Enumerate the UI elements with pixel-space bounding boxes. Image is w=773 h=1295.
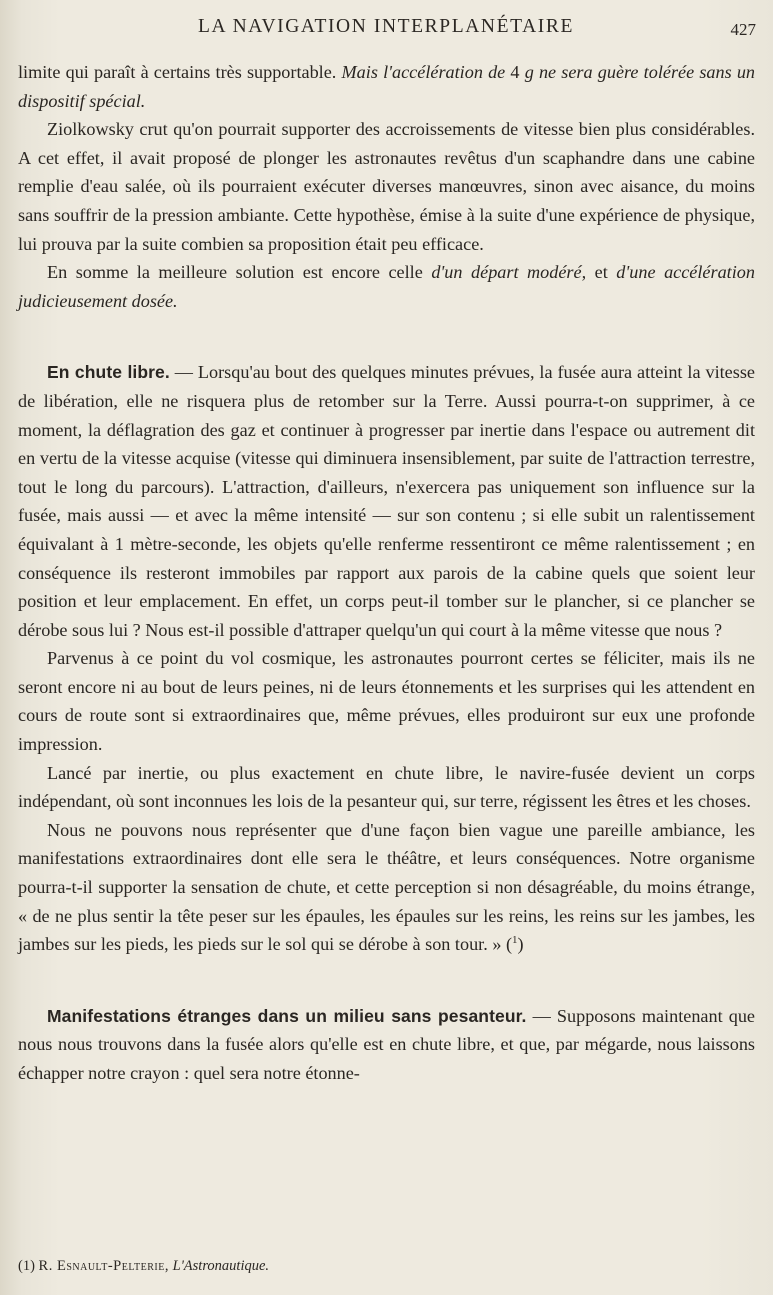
paragraph-p7: [18, 1002, 755, 1088]
text-run: — Supposons maintenant que nous nous trouvons dans la fusée alors qu'elle est en chute libre, et que, par mégarde, nous laissons échapper notre crayon : quel sera notre étonne-: [18, 1005, 755, 1083]
paragraph-p5: [18, 759, 755, 816]
paragraph-p2: [18, 258, 755, 315]
text-run: limite qui paraît à certains très supportable.: [18, 62, 342, 82]
paragraph-p6: [18, 816, 755, 959]
paragraph-p4: [18, 644, 755, 758]
footnote-marker: (1): [18, 1258, 35, 1274]
paragraph-p3: [18, 358, 755, 644]
text-run: g: [524, 62, 534, 82]
section-gap: [18, 315, 755, 358]
paragraph-p1: [18, 115, 755, 258]
text-run: Mais l'accélération de: [341, 62, 511, 82]
section-heading: Manifestations étranges dans un milieu sans pesanteur.: [47, 1005, 527, 1026]
text-run: Nous ne pouvons nous représenter que d'une façon bien vague une pareille ambiance, les manifestations extraordinaires dont elle sera le théâtre, et leurs conséquences. Notre organisme pourra-t-il supporter la sensation de chute, et cette perception si non désagréable, du moins étrange, « de ne plus sentir la tête peser sur les épaules, les épaules sur les reins, les reins sur les jambes, les jambes sur les pieds, les pieds sur le sol qui se dérobe à son tour. » (: [18, 819, 755, 955]
text-run: — Lorsqu'au bout des quelques minutes prévues, la fusée aura atteint la vitesse de libération, elle ne risquera plus de retomber sur la Terre. Aussi pourra-t-on supprimer, à ce moment, la déflagration des gaz et continuer à progresser par inertie dans l'espace ou autrement dit en vertu de la vitesse acquise (vitesse qui diminuera insensiblement, par suite de l'attraction terrestre, tout le long du parcours). L'attraction, d'ailleurs, n'exercera pas uniquement son influence sur la fusée, mais aussi — et avec la même intensité — sur son contenu ; si elle subit un ralentissement équivalant à 1 mètre-seconde, les objets qu'elle renferme ressentiront ce même ralentissement ; en conséquence ils resteront immobiles par rapport aux parois de la cabine quels que soient leur position et leur emplacement. En effet, un corps peut-il tomber sur le plancher, si ce plancher se dérobe sous lui ? Nous est-il possible d'attraper quelqu'un qui court à la même vitesse que nous ?: [18, 362, 755, 640]
text-run: d'un départ modéré,: [431, 262, 587, 283]
text-run: Parvenus à ce point du vol cosmique, les astronautes pourront certes se féliciter, mais ils ne seront encore ni au bout de leurs peines, ni de leurs étonnements et les surprises qui les attendent en cours de route sont si extraordinaires que, même prévues, elles produiront sur eux une profonde impression.: [18, 648, 755, 755]
text-run: ): [517, 934, 524, 955]
footnote: [18, 1258, 269, 1275]
footnote-ref: 1: [512, 934, 518, 947]
text-run: En somme la meilleure solution est encore celle: [47, 262, 432, 283]
footnote-title: L'Astronautique.: [172, 1258, 270, 1274]
page-header: [16, 14, 756, 46]
section-gap: [18, 959, 755, 1002]
footnote-author: R. Esnault-Pelterie,: [38, 1258, 169, 1274]
page-number: 427: [730, 20, 756, 39]
running-title: LA NAVIGATION INTERPLANÉTAIRE: [198, 16, 574, 37]
paragraph-p0: [18, 58, 755, 115]
section-heading: En chute libre.: [47, 362, 170, 383]
text-run: ne sera guère tolérée sans un dispositif spécial.: [18, 62, 756, 111]
body-text: [18, 58, 755, 1088]
text-run: d'une accélération judicieusement dosée.: [18, 262, 755, 311]
text-run: et: [586, 262, 617, 283]
text-run: 4: [510, 62, 525, 82]
text-run: Lancé par inertie, ou plus exactement en chute libre, le navire-fusée devient un corps indépendant, où sont inconnues les lois de la pesanteur qui, sur terre, régissent les êtres et les choses.: [18, 762, 755, 812]
text-run: Ziolkowsky crut qu'on pourrait supporter des accroissements de vitesse bien plus considérables. A cet effet, il avait proposé de plonger les astronautes revêtus d'un scaphandre dans une cabine remplie d'eau salée, où ils pourraient exécuter diverses manœuvres, sinon avec aisance, du moins sans souffrir de la pression ambiante. Cette hypothèse, émise à la suite d'une expérience de physique, lui prouva par la suite combien sa proposition était peu efficace.: [18, 119, 755, 254]
